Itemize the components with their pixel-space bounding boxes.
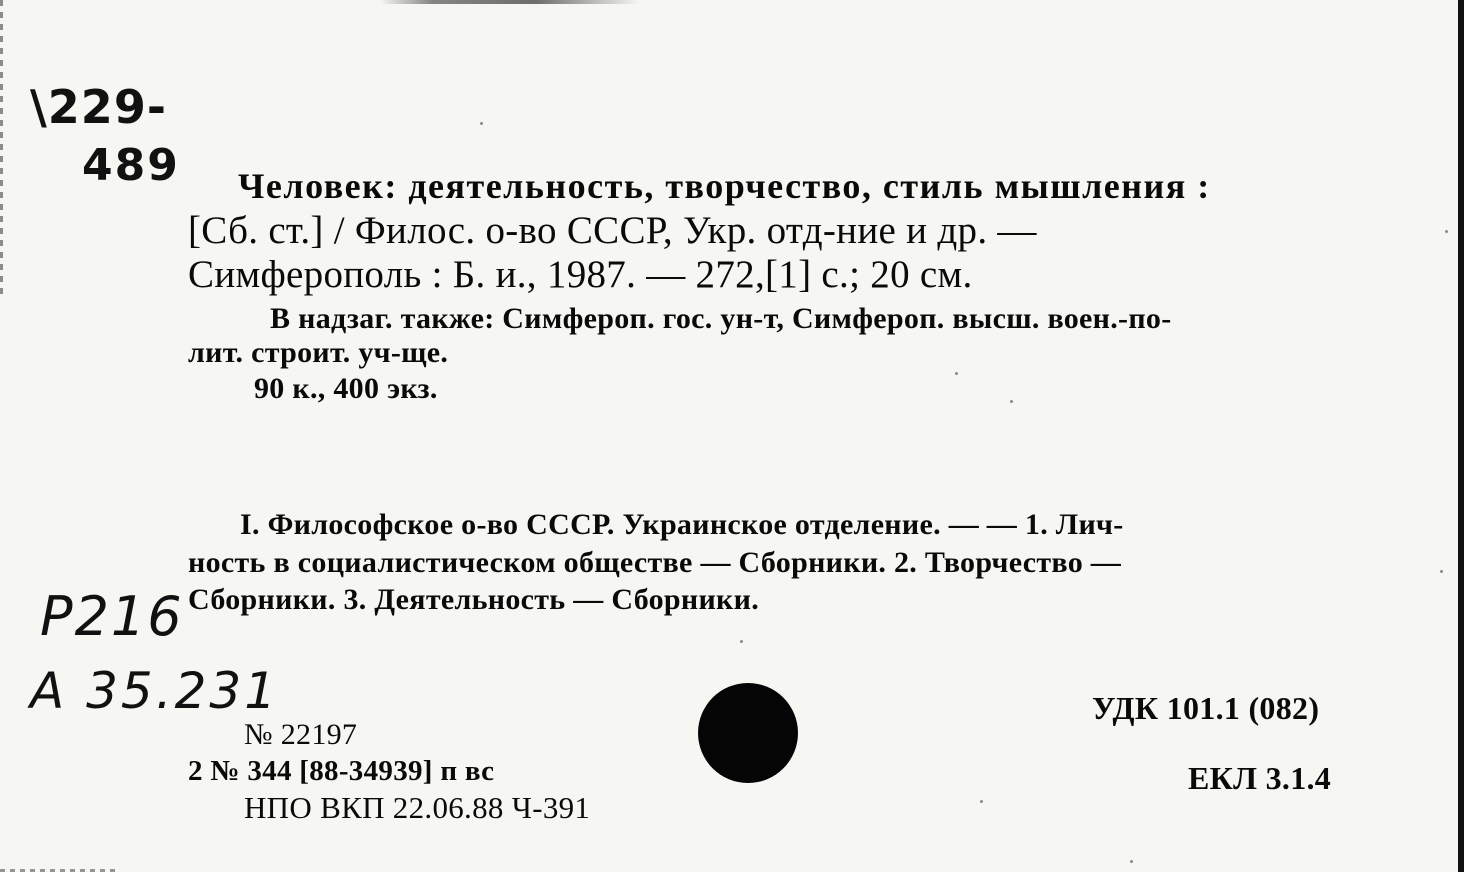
entry-title: Человек: деятельность, творчество, стиль мышления : xyxy=(238,166,1211,206)
entry-note-line-2: лит. строит. уч-ще. xyxy=(188,336,449,369)
scan-speck xyxy=(955,372,958,375)
scan-speck xyxy=(480,122,483,125)
scan-edge-top xyxy=(380,0,640,4)
ekl-code: ЕКЛ 3.1.4 xyxy=(1188,760,1332,796)
udk-code: УДК 101.1 (082) xyxy=(1092,690,1320,726)
record-printer: НПО ВКП 22.06.88 Ч-391 xyxy=(244,790,591,825)
handwritten-shelfmark-bottom-line-1: P216 xyxy=(40,585,184,648)
entry-publication: Симферополь : Б. и., 1987. — 272,[1] с.; 20 см. xyxy=(188,253,973,296)
scan-edge-right xyxy=(1458,0,1464,872)
record-number: № 22197 xyxy=(244,718,358,751)
scan-speck xyxy=(1445,230,1448,233)
subjects-line-2: ность в социалистическом обществе — Сборники. 2. Творчество — xyxy=(188,546,1122,579)
punch-hole xyxy=(698,683,798,783)
entry-note-line-1: В надзаг. также: Симфероп. гос. ун-т, Симфероп. высш. воен.-по- xyxy=(270,302,1172,335)
entry-price: 90 к., 400 экз. xyxy=(254,372,438,405)
record-order: 2 № 344 [88-34939] п вс xyxy=(188,755,495,787)
subjects-line-3: Сборники. 3. Деятельность — Сборники. xyxy=(188,583,760,616)
scan-edge-left xyxy=(0,0,3,300)
subjects-line-1: I. Философское о-во СССР. Украинское отделение. — — 1. Лич- xyxy=(240,508,1124,541)
handwritten-shelfmark-top-line-1: \229- xyxy=(30,80,167,134)
handwritten-shelfmark-top-line-2: 489 xyxy=(82,140,180,191)
scan-speck xyxy=(1010,400,1013,403)
scan-speck xyxy=(1130,860,1133,863)
entry-responsibility: [Сб. ст.] / Филос. о-во СССР, Укр. отд-ние и др. — xyxy=(188,209,1037,252)
handwritten-shelfmark-bottom-line-2: A 35.231 xyxy=(30,662,280,720)
scan-speck xyxy=(1440,570,1443,573)
scan-speck xyxy=(740,640,743,643)
scan-speck xyxy=(980,800,983,803)
